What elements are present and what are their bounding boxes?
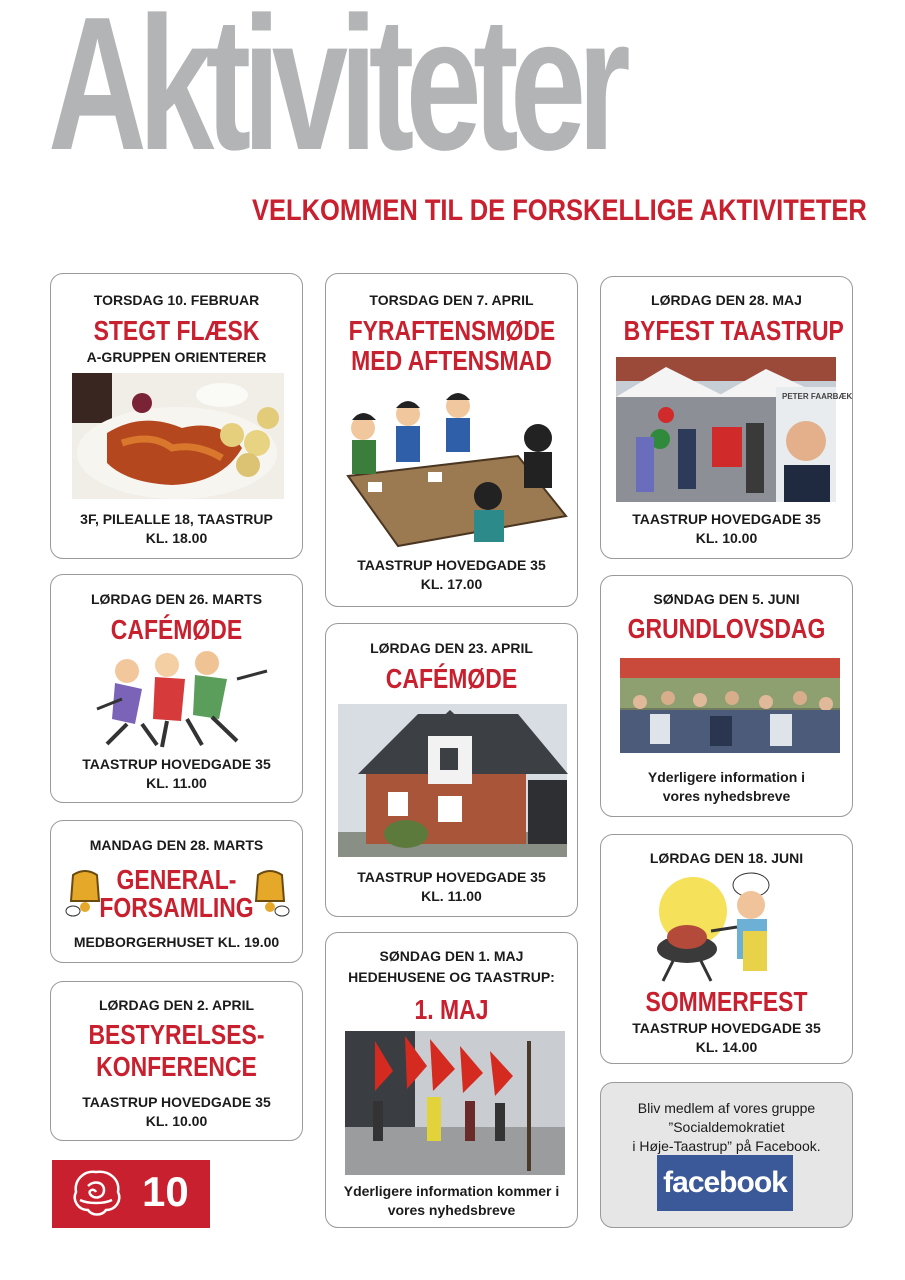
event-info-line2: vores nyhedsbreve: [387, 1202, 516, 1218]
event-date: LØRDAG DEN 26. MARTS: [90, 591, 263, 607]
event-title-line1: FYRAFTENSMØDE: [348, 315, 556, 346]
event-date: SØNDAG DEN 5. JUNI: [653, 591, 800, 607]
event-card-1-maj: [325, 932, 578, 1228]
grundlovsdag-crowd-photo: [620, 658, 840, 753]
event-card-byfest: [600, 276, 853, 559]
event-title: STEGT FLÆSK: [93, 315, 260, 346]
page-title: Aktiviteter: [48, 0, 622, 190]
event-card-sommerfest: [600, 834, 853, 1064]
food-photo: [72, 373, 284, 499]
rose-icon: [64, 1166, 128, 1222]
event-info-line1: Yderligere information i: [647, 769, 806, 785]
event-info-line1: Yderligere information kommer i: [343, 1183, 560, 1199]
event-subtitle: A-GRUPPEN ORIENTERER: [86, 349, 267, 365]
event-subtitle: HEDEHUSENE OG TAASTRUP:: [348, 969, 555, 985]
event-card-grundlovsdag: [600, 575, 853, 817]
event-place: TAASTRUP HOVEDGADE 35: [632, 1020, 821, 1036]
event-card-cafemode-1: [50, 574, 303, 803]
event-place: TAASTRUP HOVEDGADE 35: [357, 557, 546, 573]
event-title-line2: FORSAMLING: [99, 892, 254, 923]
page-number: 10: [142, 1168, 189, 1215]
event-place: MEDBORGERHUSET KL. 19.00: [73, 934, 280, 950]
event-place: 3F, PILEALLE 18, TAASTRUP: [80, 511, 273, 527]
page-subtitle: VELKOMMEN TIL DE FORSKELLIGE AKTIVITETER: [252, 194, 867, 227]
event-title: BYFEST TAASTRUP: [623, 315, 844, 346]
facebook-group-box: [600, 1082, 853, 1228]
event-title: CAFÉMØDE: [110, 614, 243, 645]
event-time: KL. 14.00: [695, 1039, 758, 1055]
photo-banner-text: PETER FAARBÆK: [782, 392, 853, 401]
event-place: TAASTRUP HOVEDGADE 35: [632, 511, 821, 527]
byfest-photo: [616, 357, 853, 502]
event-date: TORSDAG 10. FEBRUAR: [93, 292, 260, 308]
event-title-line2: KONFERENCE: [96, 1051, 257, 1082]
event-title-line1: GENERAL-: [116, 864, 237, 895]
event-time: KL. 17.00: [420, 576, 483, 592]
event-date: LØRDAG DEN 18. JUNI: [649, 850, 804, 866]
facebook-text-line3: i Høje-Taastrup” på Facebook.: [632, 1138, 821, 1154]
event-title: GRUNDLOVSDAG: [627, 613, 826, 644]
barbecue-chef-illustration: [653, 871, 803, 983]
facebook-text: [601, 1099, 852, 1156]
event-card-stegt-flaesk: [50, 273, 303, 559]
event-time: KL. 10.00: [695, 530, 758, 546]
event-time: KL. 10.00: [145, 1113, 208, 1129]
event-date: LØRDAG DEN 2. APRIL: [98, 997, 255, 1013]
event-time: KL. 11.00: [421, 888, 482, 904]
event-title: CAFÉMØDE: [385, 663, 518, 694]
event-date: SØNDAG DEN 1. MAJ: [379, 948, 524, 964]
event-date: MANDAG DEN 28. MARTS: [89, 837, 264, 853]
dancing-people-illustration: [87, 649, 271, 749]
event-info-line2: vores nyhedsbreve: [662, 788, 791, 804]
facebook-text-line2: ”Socialdemokratiet: [668, 1119, 785, 1135]
house-photo: [338, 704, 567, 857]
facebook-logo[interactable]: facebook: [657, 1155, 793, 1211]
event-title: SOMMERFEST: [645, 986, 808, 1017]
event-card-generalforsamling: [50, 820, 303, 963]
event-time: KL. 11.00: [146, 775, 207, 791]
event-title: 1. MAJ: [414, 994, 489, 1025]
event-place: TAASTRUP HOVEDGADE 35: [357, 869, 546, 885]
page-number-badge: [52, 1160, 210, 1228]
may-day-parade-photo: [345, 1031, 565, 1175]
event-title-line2: MED AFTENSMAD: [351, 345, 552, 376]
event-card-cafemode-2: [325, 623, 578, 917]
event-place: TAASTRUP HOVEDGADE 35: [82, 1094, 271, 1110]
event-title-line1: BESTYRELSES-: [88, 1019, 265, 1050]
meeting-illustration: [338, 386, 566, 546]
event-date: TORSDAG DEN 7. APRIL: [369, 292, 534, 308]
event-time: KL. 18.00: [145, 530, 208, 546]
event-date: LØRDAG DEN 23. APRIL: [370, 640, 533, 656]
event-place: TAASTRUP HOVEDGADE 35: [82, 756, 271, 772]
event-card-bestyrelseskonference: [50, 981, 303, 1141]
facebook-text-line1: Bliv medlem af vores gruppe: [637, 1100, 816, 1116]
event-date: LØRDAG DEN 28. MAJ: [651, 292, 802, 308]
event-card-fyraftensmode: [325, 273, 578, 607]
